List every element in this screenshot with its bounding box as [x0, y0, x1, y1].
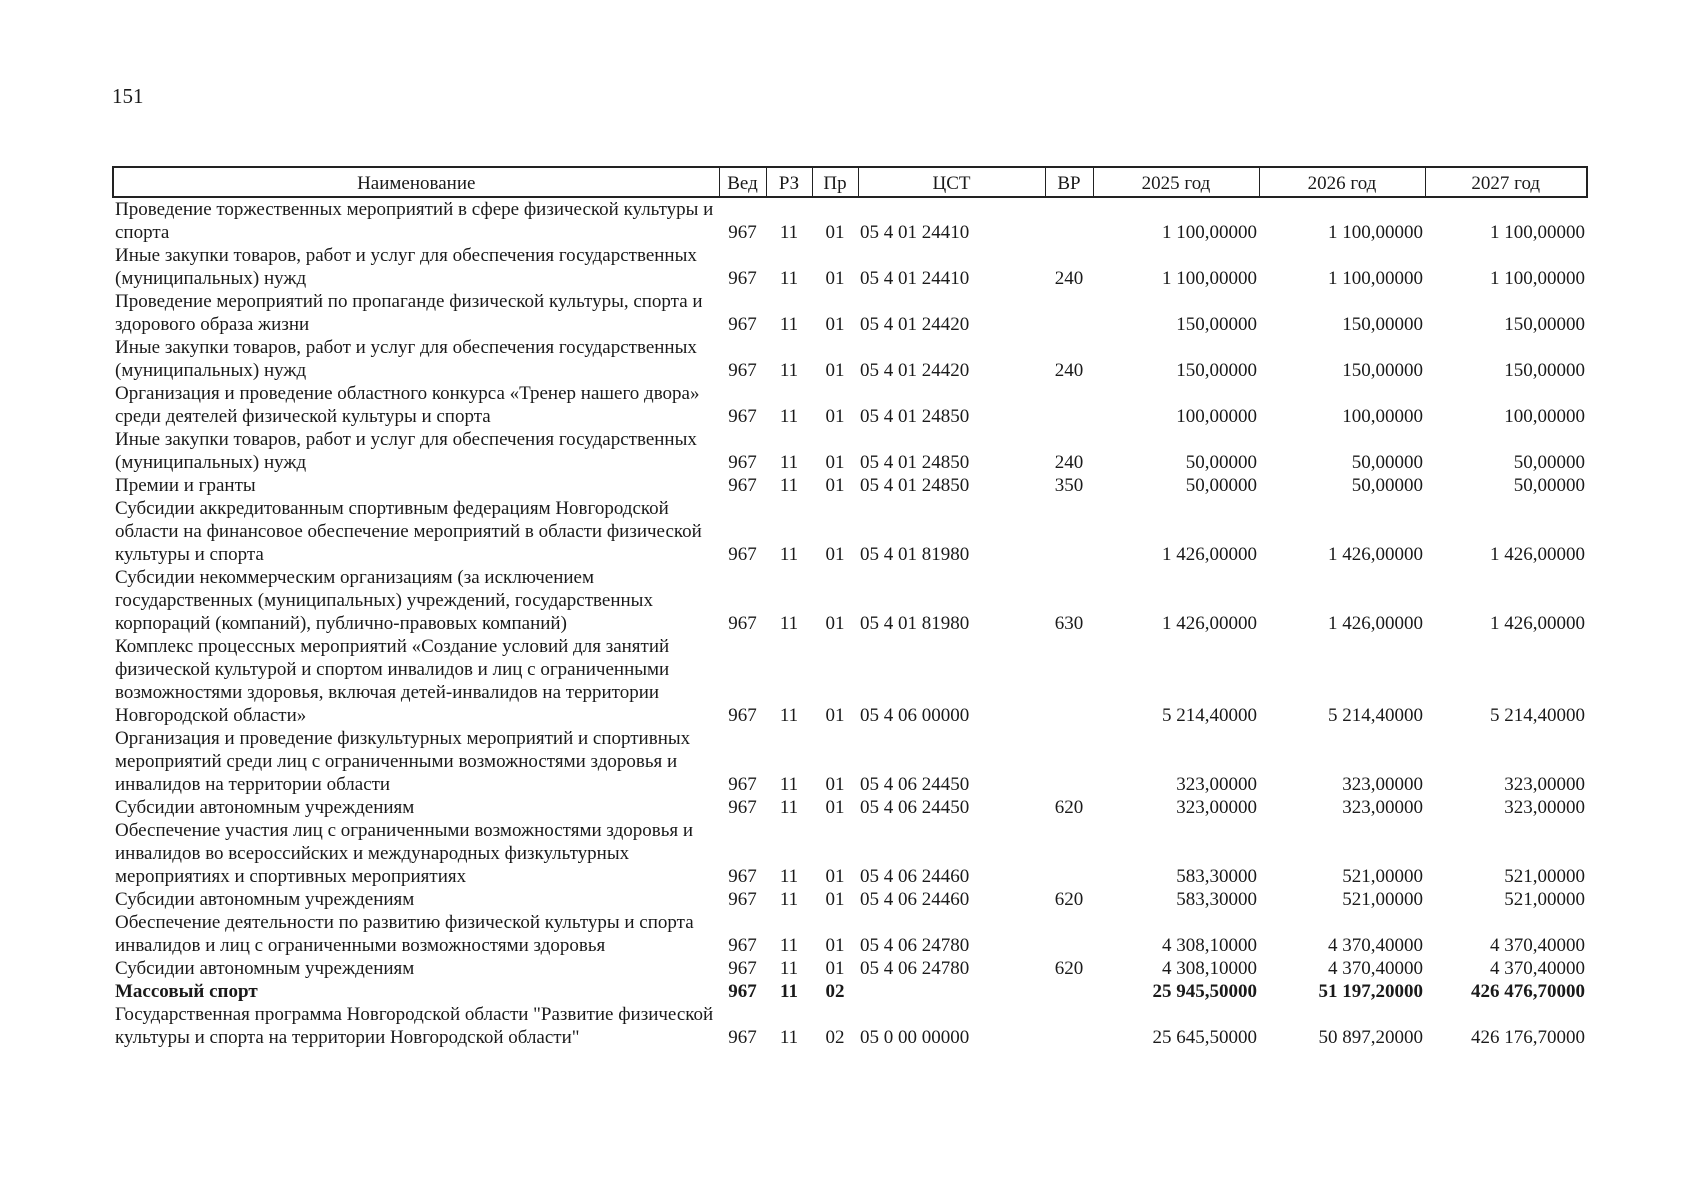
row-2026: 50 897,20000 [1318, 1027, 1423, 1048]
row-2026: 50,00000 [1351, 452, 1423, 473]
row-2025: 50,00000 [1185, 452, 1257, 473]
row-cst: 05 4 01 24420 [860, 360, 970, 381]
row-2026: 150,00000 [1342, 360, 1423, 381]
table-row [113, 1003, 1587, 1049]
row-2026: 323,00000 [1342, 797, 1423, 818]
row-vr: 350 [1054, 475, 1084, 496]
table-header [113, 167, 1587, 197]
row-2025: 150,00000 [1176, 360, 1257, 381]
row-rz: 11 [779, 544, 799, 565]
row-pr: 01 [825, 774, 845, 795]
row-cst: 05 4 06 00000 [860, 705, 970, 726]
row-rz: 11 [779, 935, 799, 956]
row-vr [1045, 911, 1093, 957]
row-name: Субсидии аккредитованным спортивным федерациям Новгородской области на финансовое обеспечение мероприятий в области физической культуры и спорта [115, 498, 702, 565]
row-2027: 1 100,00000 [1490, 268, 1585, 289]
row-2027: 1 100,00000 [1490, 222, 1585, 243]
row-vr [1045, 1003, 1093, 1049]
row-ved: 967 [728, 981, 757, 1002]
row-vr: 240 [1054, 452, 1084, 473]
row-2025: 323,00000 [1176, 774, 1257, 795]
row-rz: 11 [779, 866, 799, 887]
row-cst: 05 4 01 24420 [860, 314, 970, 335]
row-cst: 05 4 01 24850 [860, 452, 970, 473]
row-2026: 1 426,00000 [1328, 544, 1423, 565]
row-ved: 967 [728, 222, 757, 243]
table-row [113, 911, 1587, 957]
row-cst [858, 980, 1045, 1003]
row-name: Организация и проведение физкультурных мероприятий и спортивных мероприятий среди лиц с ограниченными возможностями здоровья и инвалидов на территории области [115, 728, 691, 795]
table-row [113, 382, 1587, 428]
row-rz: 11 [779, 958, 799, 979]
table-row [113, 727, 1587, 796]
row-ved: 967 [728, 797, 757, 818]
row-ved: 967 [728, 705, 757, 726]
row-name: Иные закупки товаров, работ и услуг для обеспечения государственных (муниципальных) нужд [115, 337, 697, 381]
row-2027: 323,00000 [1504, 774, 1585, 795]
row-2026: 150,00000 [1342, 314, 1423, 335]
row-2027: 150,00000 [1504, 314, 1585, 335]
row-pr: 01 [825, 268, 845, 289]
row-2027: 521,00000 [1504, 866, 1585, 887]
row-name: Обеспечение деятельности по развитию физической культуры и спорта инвалидов и лиц с ограниченными возможностями здоровья [115, 912, 694, 956]
row-rz: 11 [779, 1027, 799, 1048]
header-cst: ЦСТ [858, 167, 1045, 197]
row-name: Субсидии автономным учреждениям [115, 958, 415, 979]
row-rz: 11 [779, 406, 799, 427]
header-2026: 2026 год [1259, 167, 1425, 197]
table-row [113, 290, 1587, 336]
row-2026: 4 370,40000 [1328, 935, 1423, 956]
row-pr: 01 [825, 475, 845, 496]
row-pr: 01 [825, 958, 845, 979]
table-row [113, 336, 1587, 382]
row-2026: 51 197,20000 [1318, 981, 1423, 1002]
row-rz: 11 [779, 705, 799, 726]
row-2026: 521,00000 [1342, 866, 1423, 887]
row-2025: 323,00000 [1176, 797, 1257, 818]
row-2025: 583,30000 [1176, 866, 1257, 887]
table-row [113, 819, 1587, 888]
header-pr: Пр [812, 167, 858, 197]
row-2025: 5 214,40000 [1162, 705, 1257, 726]
row-vr [1045, 290, 1093, 336]
row-rz: 11 [779, 475, 799, 496]
table-row [113, 796, 1587, 819]
row-ved: 967 [728, 406, 757, 427]
row-name: Обеспечение участия лиц с ограниченными возможностями здоровья и инвалидов во всероссийских и международных физкультурных мероприятиях и спортивных мероприятиях [115, 820, 694, 887]
row-cst: 05 4 06 24780 [860, 958, 970, 979]
header-2027: 2027 год [1425, 167, 1587, 197]
row-name: Проведение торжественных мероприятий в сфере физической культуры и спорта [115, 199, 714, 243]
row-name: Субсидии некоммерческим организациям (за исключением государственных (муниципальных) учреждений, государственных корпораций (компаний), публично-правовых компаний) [115, 567, 653, 634]
row-pr: 01 [825, 360, 845, 381]
row-2025: 1 100,00000 [1162, 268, 1257, 289]
row-vr: 620 [1054, 797, 1084, 818]
row-name: Комплекс процессных мероприятий «Создание условий для занятий физической культурой и спортом инвалидов и лиц с ограниченными возможностями здоровья, включая детей-инвалидов на территории Новгородской области» [115, 636, 670, 726]
row-rz: 11 [780, 981, 798, 1002]
row-name: Массовый спорт [115, 981, 258, 1002]
row-2027: 521,00000 [1504, 889, 1585, 910]
row-pr: 01 [825, 889, 845, 910]
header-2025: 2025 год [1093, 167, 1259, 197]
row-ved: 967 [728, 1027, 757, 1048]
row-2027: 150,00000 [1504, 360, 1585, 381]
row-2027: 4 370,40000 [1490, 958, 1585, 979]
page-number: 151 [112, 84, 144, 108]
row-ved: 967 [728, 452, 757, 473]
row-pr: 01 [825, 544, 845, 565]
row-name: Проведение мероприятий по пропаганде физической культуры, спорта и здорового образа жизни [115, 291, 703, 335]
budget-table [112, 166, 1588, 1049]
row-2025: 1 426,00000 [1162, 613, 1257, 634]
row-pr: 01 [825, 797, 845, 818]
row-ved: 967 [728, 889, 757, 910]
row-vr: 240 [1054, 268, 1084, 289]
row-cst: 05 4 01 81980 [860, 544, 970, 565]
row-2026: 323,00000 [1342, 774, 1423, 795]
row-vr [1045, 197, 1093, 244]
row-vr: 620 [1054, 958, 1084, 979]
row-2027: 5 214,40000 [1490, 705, 1585, 726]
row-rz: 11 [779, 452, 799, 473]
header-name: Наименование [113, 167, 719, 197]
row-vr [1045, 727, 1093, 796]
row-2026: 5 214,40000 [1328, 705, 1423, 726]
row-2026: 521,00000 [1342, 889, 1423, 910]
row-2025: 150,00000 [1176, 314, 1257, 335]
row-pr: 02 [825, 1027, 845, 1048]
row-vr: 240 [1054, 360, 1084, 381]
row-2025: 25 645,50000 [1152, 1027, 1257, 1048]
row-pr: 01 [825, 935, 845, 956]
row-2026: 1 100,00000 [1328, 222, 1423, 243]
row-2025: 583,30000 [1176, 889, 1257, 910]
table-row [113, 980, 1587, 1003]
row-vr [1045, 980, 1093, 1003]
row-ved: 967 [728, 958, 757, 979]
table-row [113, 497, 1587, 566]
row-2025: 100,00000 [1176, 406, 1257, 427]
table-body [113, 197, 1587, 1049]
row-ved: 967 [728, 866, 757, 887]
row-rz: 11 [779, 613, 799, 634]
row-name: Иные закупки товаров, работ и услуг для обеспечения государственных (муниципальных) нужд [115, 429, 697, 473]
row-name: Субсидии автономным учреждениям [115, 797, 415, 818]
row-2025: 25 945,50000 [1152, 981, 1257, 1002]
row-vr [1045, 635, 1093, 727]
table-row [113, 566, 1587, 635]
row-2027: 323,00000 [1504, 797, 1585, 818]
row-rz: 11 [779, 222, 799, 243]
row-pr: 01 [825, 452, 845, 473]
header-ved: Вед [719, 167, 766, 197]
row-rz: 11 [779, 314, 799, 335]
row-cst: 05 4 01 24410 [860, 268, 970, 289]
row-pr: 02 [825, 981, 845, 1002]
row-vr [1045, 497, 1093, 566]
row-rz: 11 [779, 268, 799, 289]
row-ved: 967 [728, 935, 757, 956]
row-name: Премии и гранты [115, 475, 256, 496]
row-2027: 4 370,40000 [1490, 935, 1585, 956]
row-cst: 05 4 06 24450 [860, 797, 970, 818]
table-row [113, 635, 1587, 727]
table-row [113, 197, 1587, 244]
header-vr: ВР [1045, 167, 1093, 197]
row-vr: 630 [1054, 613, 1084, 634]
row-pr: 01 [825, 222, 845, 243]
row-cst: 05 4 06 24460 [860, 889, 970, 910]
row-vr: 620 [1054, 889, 1084, 910]
row-2026: 1 426,00000 [1328, 613, 1423, 634]
row-name: Государственная программа Новгородской области "Развитие физической культуры и спорта на территории Новгородской области" [115, 1004, 714, 1048]
row-ved: 967 [728, 613, 757, 634]
row-2025: 4 308,10000 [1162, 958, 1257, 979]
row-cst: 05 4 01 81980 [860, 613, 970, 634]
table-row [113, 888, 1587, 911]
row-vr [1045, 819, 1093, 888]
row-2026: 4 370,40000 [1328, 958, 1423, 979]
row-ved: 967 [728, 360, 757, 381]
row-2025: 4 308,10000 [1162, 935, 1257, 956]
row-2027: 426 176,70000 [1471, 1027, 1585, 1048]
row-2027: 50,00000 [1513, 452, 1585, 473]
row-pr: 01 [825, 866, 845, 887]
row-name: Иные закупки товаров, работ и услуг для обеспечения государственных (муниципальных) нужд [115, 245, 697, 289]
row-rz: 11 [779, 797, 799, 818]
row-name: Организация и проведение областного конкурса «Тренер нашего двора» среди деятелей физической культуры и спорта [115, 383, 700, 427]
row-2027: 1 426,00000 [1490, 613, 1585, 634]
row-pr: 01 [825, 314, 845, 335]
row-2025: 1 426,00000 [1162, 544, 1257, 565]
table-row [113, 957, 1587, 980]
row-2025: 50,00000 [1185, 475, 1257, 496]
header-rz: РЗ [766, 167, 812, 197]
row-cst: 05 4 06 24450 [860, 774, 970, 795]
row-2026: 50,00000 [1351, 475, 1423, 496]
row-cst: 05 4 06 24780 [860, 935, 970, 956]
row-ved: 967 [728, 544, 757, 565]
table-row [113, 474, 1587, 497]
row-2027: 50,00000 [1513, 475, 1585, 496]
row-vr [1045, 382, 1093, 428]
row-ved: 967 [728, 314, 757, 335]
row-2027: 426 476,70000 [1471, 981, 1585, 1002]
table-row [113, 428, 1587, 474]
row-2026: 1 100,00000 [1328, 268, 1423, 289]
row-cst: 05 4 01 24850 [860, 406, 970, 427]
row-rz: 11 [779, 774, 799, 795]
row-cst: 05 4 01 24410 [860, 222, 970, 243]
table-row [113, 244, 1587, 290]
row-cst: 05 0 00 00000 [860, 1027, 970, 1048]
row-name: Субсидии автономным учреждениям [115, 889, 415, 910]
row-pr: 01 [825, 406, 845, 427]
row-2027: 100,00000 [1504, 406, 1585, 427]
row-ved: 967 [728, 268, 757, 289]
row-rz: 11 [779, 889, 799, 910]
row-2027: 1 426,00000 [1490, 544, 1585, 565]
row-pr: 01 [825, 705, 845, 726]
row-2026: 100,00000 [1342, 406, 1423, 427]
row-rz: 11 [779, 360, 799, 381]
row-2025: 1 100,00000 [1162, 222, 1257, 243]
row-ved: 967 [728, 475, 757, 496]
row-cst: 05 4 01 24850 [860, 475, 970, 496]
row-pr: 01 [825, 613, 845, 634]
row-cst: 05 4 06 24460 [860, 866, 970, 887]
row-ved: 967 [728, 774, 757, 795]
